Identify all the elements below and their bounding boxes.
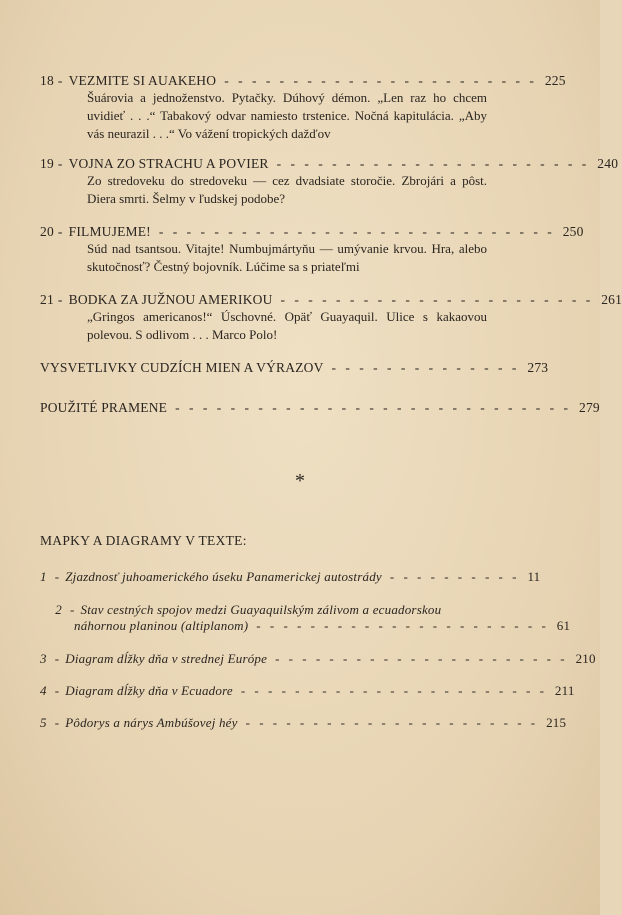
toc-entry-18: 18 - VEZMITE SI AUAKEHO - - - - - - - - - - - - - - - - - - - - - - - 225 Šuárovia a jednoženstvo. Pytačky. Dúhový démon. „Len raz ho chcem uvidieť . . .“ Tabakový odvar namiesto trstenice. Nočná kapitulácia. „Aby vás neurazil . . .“ Vo vážení tropických dažďov — [40, 73, 566, 141]
page-number: 210 — [575, 651, 596, 666]
chapter-summary: Šuárovia a jednoženstvo. Pytačky. Dúhový démon. „Len raz ho chcem uvidieť . . .“ Tabakový odvar namiesto trstenice. Nočná kapitulácia. „Aby vás neurazil . . .“ Vo vážení tropických dažďov — [87, 90, 487, 141]
section-title: VYSVETLIVKY CUDZÍCH MIEN A VÝRAZOV — [40, 360, 324, 375]
map-entry-1: 1 - Zjazdnosť juhoamerického úseku Panamerickej autostrády - - - - - - - - - - 11 — [40, 569, 541, 584]
toc-entry-glossary: VYSVETLIVKY CUDZÍCH MIEN A VÝRAZOV - - - - - - - - - - - - - - 273 — [40, 360, 549, 375]
toc-entry-sources: POUŽITÉ PRAMENE - - - - - - - - - - - - - - - - - - - - - - - - - - - - - 279 — [40, 400, 600, 415]
chapter-number: 19 — [40, 156, 54, 171]
chapter-summary: Zo stredoveku do stredoveku — cez dvadsiate storočie. Zbrojári a pôst. Diera smrti. Šelmy v ľudskej podobe? — [87, 173, 487, 206]
section-title: POUŽITÉ PRAMENE — [40, 400, 168, 415]
chapter-title: BODKA ZA JUŽNOU AMERIKOU — [68, 292, 273, 307]
chapter-number: 20 — [40, 224, 54, 239]
toc-entry-20: 20 - FILMUJEME! - - - - - - - - - - - - - - - - - - - - - - - - - - - - - 250 Súd nad tsantsou. Vitajte! Numbujmártyňu — umývanie krvou. Hra, alebo skutočnosť? Čestný bojovník. Lúčime sa s priateľmi — [40, 224, 584, 274]
map-title: Diagram dĺžky dňa v strednej Európe — [65, 651, 268, 666]
chapter-title: VOJNA ZO STRACHU A POVIER — [68, 156, 269, 171]
page-number: 279 — [579, 400, 600, 415]
map-entry-3: 3 - Diagram dĺžky dňa v strednej Európe - - - - - - - - - - - - - - - - - - - - - - 210 — [40, 651, 596, 666]
map-title: Pôdorys a nárys Ambúšovej héy — [65, 715, 238, 730]
map-entry-4: 4 - Diagram dĺžky dňa v Ecuadore - - - - - - - - - - - - - - - - - - - - - - - 211 — [40, 683, 575, 698]
page-number: 215 — [546, 715, 567, 730]
maps-heading: MAPKY A DIAGRAMY V TEXTE: — [40, 533, 247, 548]
page-number: 11 — [527, 569, 541, 584]
page-number: 250 — [562, 224, 584, 239]
page-number: 273 — [527, 360, 549, 375]
chapter-summary: Súd nad tsantsou. Vitajte! Numbujmártyňu — umývanie krvou. Hra, alebo skutočnosť? Čestný bojovník. Lúčime sa s priateľmi — [87, 241, 487, 274]
map-title: Zjazdnosť juhoamerického úseku Panamerickej autostrády — [65, 569, 382, 584]
map-entry-5: 5 - Pôdorys a nárys Ambúšovej héy - - - - - - - - - - - - - - - - - - - - - - 215 — [40, 715, 567, 730]
toc-entry-21: 21 - BODKA ZA JUŽNOU AMERIKOU - - - - - - - - - - - - - - - - - - - - - - - 261 „Gringos americanos!“ Úschovné. Opäť Guayaquil. Ulice s kakaovou polevou. S odlivom . . . Marco Polo! — [40, 292, 622, 342]
page-number: 261 — [601, 292, 622, 307]
map-title: Diagram dĺžky dňa v Ecuadore — [65, 683, 233, 698]
page-number: 211 — [554, 683, 575, 698]
page-number: 225 — [544, 73, 566, 88]
chapter-number: 18 — [40, 73, 54, 88]
chapter-title: VEZMITE SI AUAKEHO — [68, 73, 217, 88]
toc-entry-19: 19 - VOJNA ZO STRACHU A POVIER - - - - - - - - - - - - - - - - - - - - - - - 240 Zo stredoveku do stredoveku — cez dvadsiate storočie. Zbrojári a pôst. Diera smrti. Šelmy v ľudskej podobe? — [40, 156, 619, 206]
section-divider-asterisk: * — [295, 470, 305, 492]
page-number: 61 — [556, 618, 571, 633]
chapter-number: 21 — [40, 292, 54, 307]
page-number: 240 — [597, 156, 619, 171]
chapter-title: FILMUJEME! — [68, 224, 151, 239]
map-title-cont: náhornou planinou (altiplanom) — [74, 618, 249, 633]
map-entry-2: 2 - Stav cestných spojov medzi Guayaquilským zálivom a ecuadorskou náhornou planinou (altiplanom) - - - - - - - - - - - - - - - - - - - - - - 61 — [55, 602, 571, 633]
map-title: Stav cestných spojov medzi Guayaquilským zálivom a ecuadorskou — [80, 602, 442, 617]
chapter-summary: „Gringos americanos!“ Úschovné. Opäť Guayaquil. Ulice s kakaovou polevou. S odlivom . . . Marco Polo! — [87, 309, 487, 342]
